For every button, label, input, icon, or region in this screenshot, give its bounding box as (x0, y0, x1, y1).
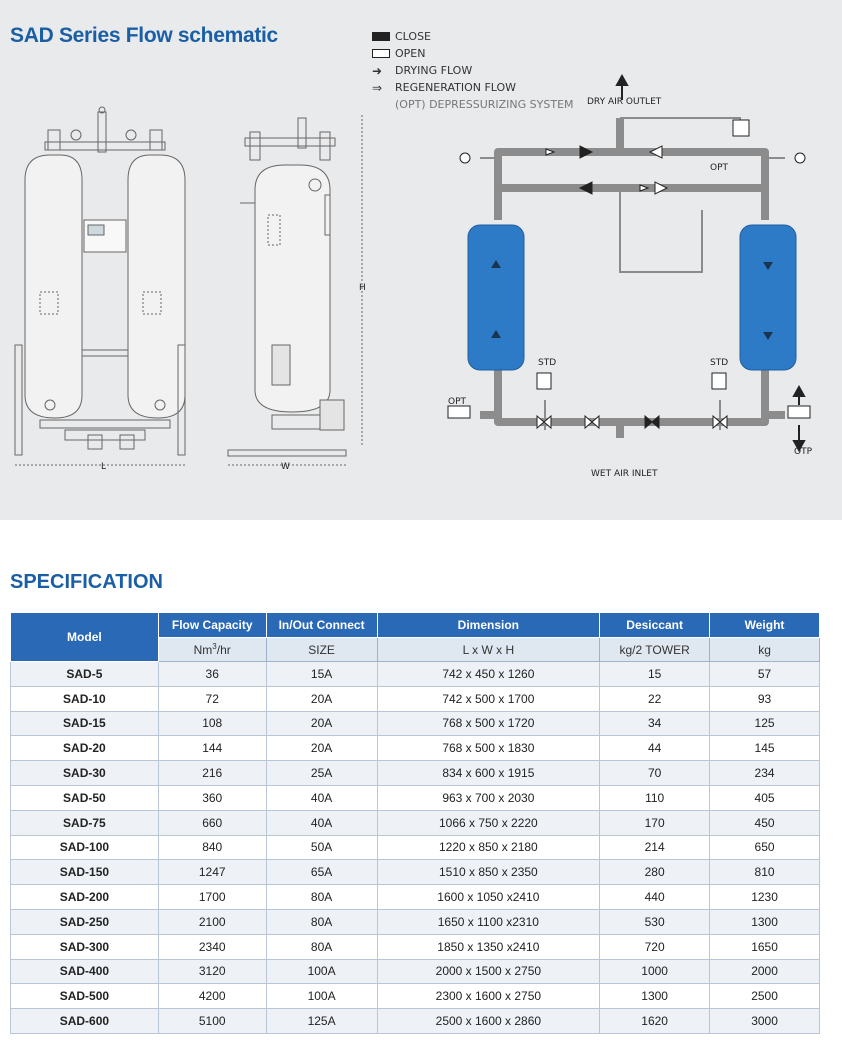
cell-weight: 1300 (710, 909, 820, 934)
unit-weight: kg (710, 638, 820, 662)
unit-connect: SIZE (266, 638, 377, 662)
cell-desiccant: 1620 (600, 1009, 710, 1034)
table-row (11, 959, 820, 984)
cell-desiccant: 1300 (600, 984, 710, 1009)
legend-label: CLOSE (395, 30, 432, 43)
cell-model: SAD-500 (11, 984, 159, 1009)
cell-desiccant: 44 (600, 736, 710, 761)
cell-desiccant: 440 (600, 885, 710, 910)
cell-dimension: 1510 x 850 x 2350 (377, 860, 600, 885)
cell-weight: 93 (710, 686, 820, 711)
cell-desiccant: 34 (600, 711, 710, 736)
cell-connect: 100A (266, 959, 377, 984)
cell-dimension: 768 x 500 x 1720 (377, 711, 600, 736)
table-row (11, 1009, 820, 1034)
cell-dimension: 963 x 700 x 2030 (377, 785, 600, 810)
cell-desiccant: 170 (600, 810, 710, 835)
solid-arrow-icon: ➜ (372, 63, 383, 78)
otp-label: OTP (794, 447, 813, 457)
cell-weight: 405 (710, 785, 820, 810)
cell-desiccant: 22 (600, 686, 710, 711)
cell-dimension: 2500 x 1600 x 2860 (377, 1009, 600, 1034)
cell-connect: 25A (266, 761, 377, 786)
cell-flow: 1247 (158, 860, 266, 885)
table-row (11, 686, 820, 711)
cell-weight: 2000 (710, 959, 820, 984)
cell-flow: 660 (158, 810, 266, 835)
cell-model: SAD-30 (11, 761, 159, 786)
cell-dimension: 742 x 450 x 1260 (377, 662, 600, 687)
table-row (11, 885, 820, 910)
header-weight: Weight (710, 613, 820, 638)
cell-model: SAD-250 (11, 909, 159, 934)
table-row (11, 662, 820, 687)
cell-connect: 40A (266, 810, 377, 835)
cell-flow: 4200 (158, 984, 266, 1009)
table-body (11, 662, 820, 1034)
cell-connect: 65A (266, 860, 377, 885)
table-row (11, 984, 820, 1009)
opt-label-top: OPT (710, 163, 729, 173)
cell-weight: 57 (710, 662, 820, 687)
cell-connect: 100A (266, 984, 377, 1009)
dimension-h: H (359, 283, 366, 293)
cell-weight: 1230 (710, 885, 820, 910)
header-dimension: Dimension (377, 613, 600, 638)
unit-flow: Nm$^3$/hr (158, 638, 266, 662)
flow-schematic (440, 70, 830, 490)
dimension-w: W (281, 462, 290, 472)
std-label-right: STD (710, 358, 729, 368)
unit-dimension: L x W x H (377, 638, 600, 662)
empty-square-icon (372, 49, 390, 58)
table-row (11, 785, 820, 810)
cell-model: SAD-5 (11, 662, 159, 687)
wet-air-inlet-label: WET AIR INLET (591, 469, 658, 479)
cell-weight: 234 (710, 761, 820, 786)
filled-square-icon (372, 32, 390, 41)
cell-flow: 72 (158, 686, 266, 711)
unit-desiccant: kg/2 TOWER (600, 638, 710, 662)
table-row (11, 909, 820, 934)
table-row (11, 860, 820, 885)
legend-close (372, 30, 431, 43)
table-row (11, 835, 820, 860)
cell-weight: 810 (710, 860, 820, 885)
cell-connect: 15A (266, 662, 377, 687)
cell-desiccant: 280 (600, 860, 710, 885)
legend-open (372, 47, 425, 60)
cell-connect: 80A (266, 885, 377, 910)
cell-model: SAD-50 (11, 785, 159, 810)
specification-title: SPECIFICATION (10, 571, 163, 593)
cell-connect: 80A (266, 909, 377, 934)
cell-model: SAD-20 (11, 736, 159, 761)
cell-dimension: 1850 x 1350 x2410 (377, 934, 600, 959)
cell-model: SAD-150 (11, 860, 159, 885)
cell-flow: 36 (158, 662, 266, 687)
cell-model: SAD-10 (11, 686, 159, 711)
cell-flow: 108 (158, 711, 266, 736)
cell-dimension: 768 x 500 x 1830 (377, 736, 600, 761)
header-connect: In/Out Connect (266, 613, 377, 638)
header-model: Model (11, 613, 159, 662)
cell-model: SAD-200 (11, 885, 159, 910)
dryer-drawing (0, 100, 380, 480)
cell-connect: 125A (266, 1009, 377, 1034)
hollow-arrow-icon: ⇒ (372, 80, 383, 95)
cell-dimension: 2300 x 1600 x 2750 (377, 984, 600, 1009)
cell-flow: 360 (158, 785, 266, 810)
cell-dimension: 1066 x 750 x 2220 (377, 810, 600, 835)
opt-label-left: OPT (448, 397, 467, 407)
cell-model: SAD-600 (11, 1009, 159, 1034)
schematic-title: SAD Series Flow schematic (10, 24, 278, 47)
cell-desiccant: 1000 (600, 959, 710, 984)
cell-weight: 2500 (710, 984, 820, 1009)
table-row (11, 736, 820, 761)
legend-label: REGENERATION FLOW (395, 81, 517, 94)
cell-model: SAD-15 (11, 711, 159, 736)
cell-desiccant: 720 (600, 934, 710, 959)
cell-weight: 125 (710, 711, 820, 736)
dry-air-outlet-label: DRY AIR OUTLET (587, 97, 662, 107)
cell-dimension: 2000 x 1500 x 2750 (377, 959, 600, 984)
std-label-left: STD (538, 358, 557, 368)
cell-flow: 3120 (158, 959, 266, 984)
cell-flow: 840 (158, 835, 266, 860)
header-desiccant: Desiccant (600, 613, 710, 638)
cell-dimension: 834 x 600 x 1915 (377, 761, 600, 786)
table-row (11, 810, 820, 835)
cell-model: SAD-75 (11, 810, 159, 835)
cell-flow: 2340 (158, 934, 266, 959)
cell-connect: 40A (266, 785, 377, 810)
cell-dimension: 1650 x 1100 x2310 (377, 909, 600, 934)
cell-connect: 20A (266, 686, 377, 711)
cell-weight: 450 (710, 810, 820, 835)
legend-label: (OPT) DEPRESSURIZING SYSTEM (395, 98, 574, 111)
cell-desiccant: 530 (600, 909, 710, 934)
cell-desiccant: 15 (600, 662, 710, 687)
header-flow: Flow Capacity (158, 613, 266, 638)
cell-model: SAD-100 (11, 835, 159, 860)
table-row (11, 934, 820, 959)
cell-flow: 2100 (158, 909, 266, 934)
cell-connect: 20A (266, 711, 377, 736)
cell-weight: 145 (710, 736, 820, 761)
cell-desiccant: 70 (600, 761, 710, 786)
legend-label: DRYING FLOW (395, 64, 473, 77)
cell-flow: 1700 (158, 885, 266, 910)
legend-label: OPEN (395, 47, 426, 60)
cell-weight: 1650 (710, 934, 820, 959)
dimension-l: L (101, 462, 107, 472)
cell-flow: 144 (158, 736, 266, 761)
cell-connect: 20A (266, 736, 377, 761)
cell-flow: 5100 (158, 1009, 266, 1034)
cell-dimension: 1600 x 1050 x2410 (377, 885, 600, 910)
cell-flow: 216 (158, 761, 266, 786)
table-row (11, 711, 820, 736)
cell-dimension: 742 x 500 x 1700 (377, 686, 600, 711)
cell-model: SAD-400 (11, 959, 159, 984)
cell-connect: 80A (266, 934, 377, 959)
table-header-row (11, 613, 820, 638)
cell-desiccant: 110 (600, 785, 710, 810)
schematic-panel (0, 0, 842, 520)
cell-connect: 50A (266, 835, 377, 860)
cell-desiccant: 214 (600, 835, 710, 860)
cell-dimension: 1220 x 850 x 2180 (377, 835, 600, 860)
table-row (11, 761, 820, 786)
cell-weight: 650 (710, 835, 820, 860)
cell-model: SAD-300 (11, 934, 159, 959)
specification-table (10, 612, 820, 1034)
cell-weight: 3000 (710, 1009, 820, 1034)
